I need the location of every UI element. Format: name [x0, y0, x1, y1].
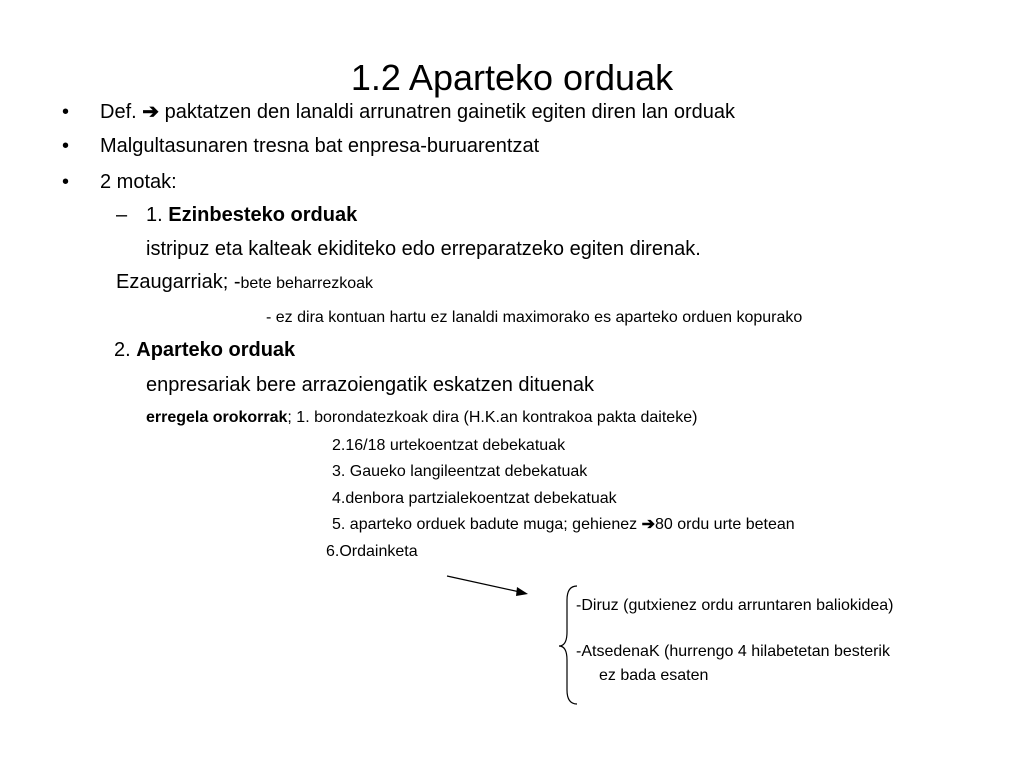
bullet-flexibility: Malgultasunaren tresna bat enpresa-buruarentzat: [100, 135, 540, 157]
features-label: Ezaugarriak; -: [116, 271, 241, 293]
rule-6: 6.Ordainketa: [326, 543, 418, 560]
type1-number: 1.: [146, 204, 163, 226]
type2-name: Aparteko orduak: [136, 339, 296, 361]
bullet-marker: •: [62, 171, 70, 193]
bullet-types: 2 motak:: [100, 171, 177, 193]
definition-text: paktatzen den lanaldi arrunatren gainetik egiten diren lan orduak: [164, 101, 735, 123]
type2-description: enpresariak bere arrazoiengatik eskatzen dituenak: [146, 374, 595, 396]
bullet-marker: •: [62, 101, 70, 123]
payment-option-money: -Diruz (gutxienez ordu arruntaren baliokidea): [576, 597, 894, 614]
right-arrow-icon: ➔: [142, 101, 160, 123]
feature-mandatory: bete beharrezkoak: [240, 275, 374, 292]
rule-5-value: 80 ordu urte betean: [654, 516, 795, 533]
payment-option-rest: -AtsedenaK (hurrengo 4 hilabetetan besterik: [576, 643, 890, 660]
rule-3: 3. Gaueko langileentzat debekatuak: [332, 463, 588, 480]
type1-description: istripuz eta kalteak ekiditeko edo erreparatzeko egiten direnak.: [146, 238, 701, 260]
slide-title: 1.2 Aparteko orduak: [350, 57, 674, 98]
rule-2: 2.16/18 urtekoentzat debekatuak: [332, 437, 566, 454]
connector-arrow-icon: [447, 576, 528, 596]
type2-number: 2.: [114, 339, 131, 361]
right-arrow-icon: ➔: [641, 516, 655, 533]
feature-not-counted: - ez dira kontuan hartu ez lanaldi maximorako es aparteko orduen kopurako: [266, 309, 803, 326]
sub-bullet-marker: –: [116, 204, 128, 226]
definition-prefix: Def.: [100, 101, 137, 123]
rule-1: ; 1. borondatezkoak dira (H.K.an kontrakoa pakta daiteke): [287, 409, 698, 426]
bullet-marker: •: [62, 135, 70, 157]
rule-4: 4.denbora partzialekoentzat debekatuak: [332, 490, 617, 507]
payment-option-rest-continued: ez bada esaten: [599, 667, 709, 684]
rule-5-text: 5. aparteko orduek badute muga; gehienez: [332, 516, 638, 533]
type1-name: Ezinbesteko orduak: [168, 204, 358, 226]
general-rules-label: erregela orokorrak: [146, 409, 288, 426]
left-brace-icon: [559, 586, 577, 704]
